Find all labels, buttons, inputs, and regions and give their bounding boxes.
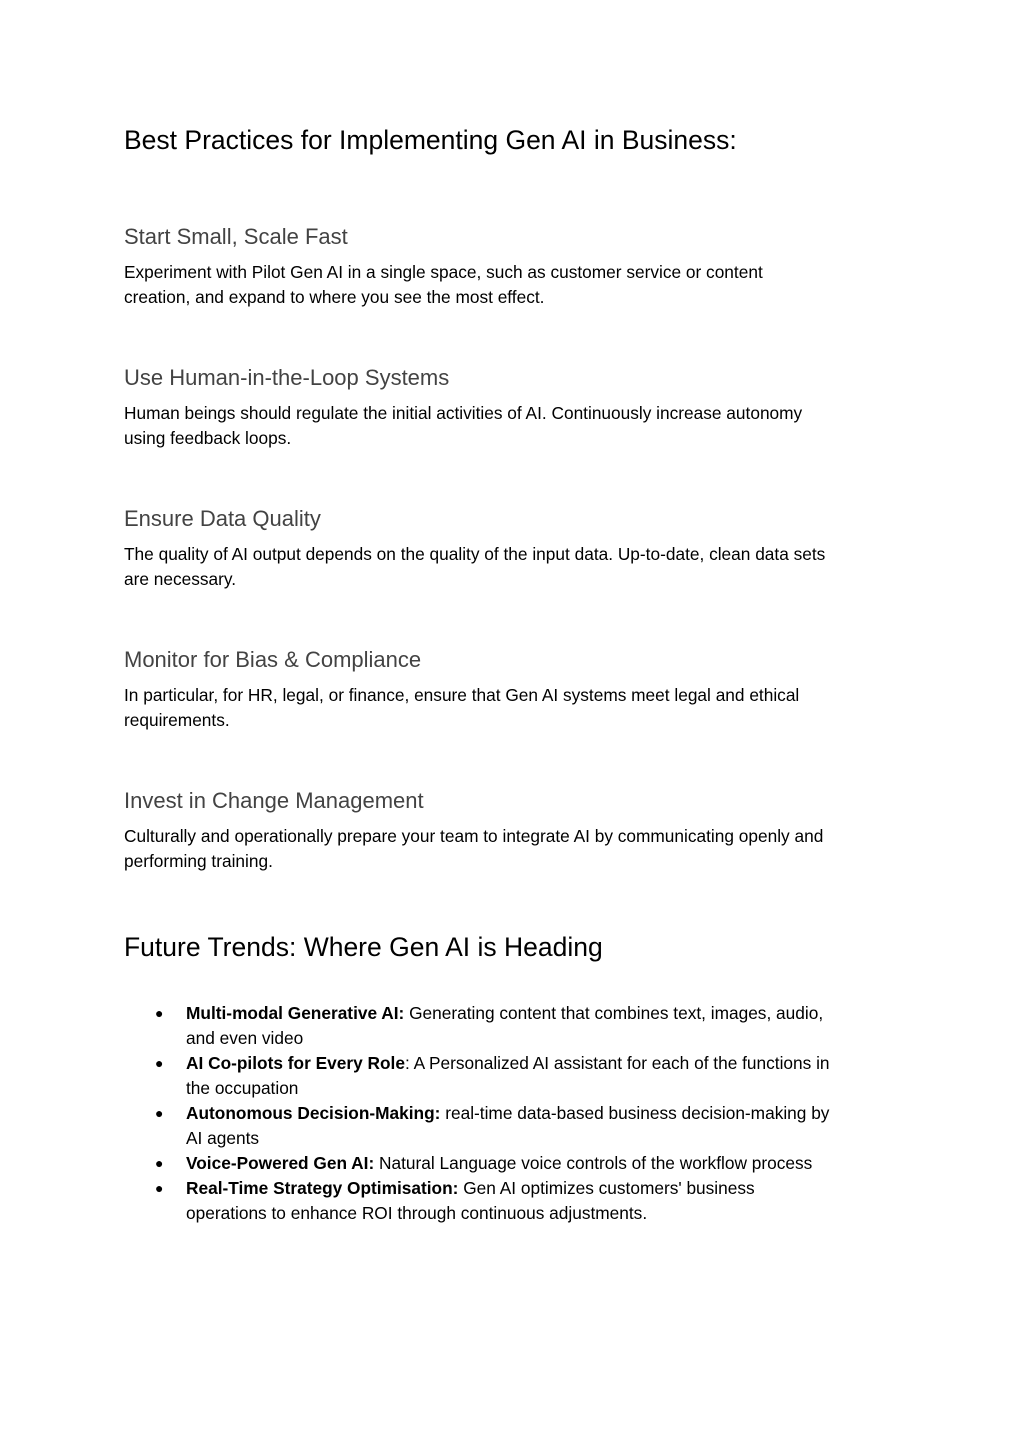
list-item-text: Gen AI optimizes customers' business <box>458 1178 755 1198</box>
practice-body-bias-compliance <box>124 683 900 733</box>
body-line: performing training. <box>124 851 273 871</box>
list-item-text: real-time data-based business decision-making by <box>440 1103 830 1123</box>
practice-body-human-in-the-loop <box>124 401 900 451</box>
list-item-line <box>186 1051 900 1076</box>
practice-body-data-quality <box>124 542 900 592</box>
body-line: requirements. <box>124 710 230 730</box>
practice-body-start-small <box>124 260 900 310</box>
list-item-line <box>186 1101 900 1126</box>
list-item <box>124 1051 900 1101</box>
list-item-line: the occupation <box>186 1078 299 1098</box>
list-item <box>124 1151 900 1176</box>
bullet-icon: ● <box>155 1155 164 1171</box>
list-item <box>124 1101 900 1151</box>
list-item-term: AI Co-pilots for Every Role <box>186 1053 405 1073</box>
body-line: Human beings should regulate the initial activities of AI. Continuously increase autonomy <box>124 403 803 423</box>
practice-heading-human-in-the-loop: Use Human-in-the-Loop Systems <box>124 365 450 390</box>
page-title: Best Practices for Implementing Gen AI in Business: <box>124 125 737 155</box>
body-line: The quality of AI output depends on the quality of the input data. Up-to-date, clean data sets <box>124 544 826 564</box>
practice-heading-data-quality: Ensure Data Quality <box>124 506 321 531</box>
bullet-icon: ● <box>155 1055 164 1071</box>
bullet-icon: ● <box>155 1105 164 1121</box>
list-item-text: Natural Language voice controls of the workflow process <box>374 1153 813 1173</box>
body-line: Culturally and operationally prepare your team to integrate AI by communicating openly and <box>124 826 824 846</box>
list-item-text: : A Personalized AI assistant for each of the functions in <box>404 1053 830 1073</box>
practice-body-change-management <box>124 824 900 874</box>
practice-heading-start-small: Start Small, Scale Fast <box>124 224 348 249</box>
list-item-term: Voice-Powered Gen AI: <box>186 1153 375 1173</box>
list-item-line: AI agents <box>186 1128 260 1148</box>
list-item-line: operations to enhance ROI through continuous adjustments. <box>186 1203 648 1223</box>
list-item-line <box>186 1176 900 1201</box>
bullet-icon: ● <box>155 1180 164 1196</box>
list-item-term: Real-Time Strategy Optimisation: <box>186 1178 459 1198</box>
list-item-text: Generating content that combines text, images, audio, <box>404 1003 824 1023</box>
body-line: are necessary. <box>124 569 237 589</box>
list-item <box>124 1176 900 1226</box>
list-item-line: and even video <box>186 1028 304 1048</box>
body-line: Experiment with Pilot Gen AI in a single space, such as customer service or content <box>124 262 763 282</box>
practice-heading-change-management: Invest in Change Management <box>124 788 424 813</box>
practice-heading-bias-compliance: Monitor for Bias & Compliance <box>124 647 422 672</box>
list-item-term: Multi-modal Generative AI: <box>186 1003 405 1023</box>
list-item-term: Autonomous Decision-Making: <box>186 1103 441 1123</box>
body-line: creation, and expand to where you see the most effect. <box>124 287 545 307</box>
list-item <box>124 1001 900 1051</box>
body-line: using feedback loops. <box>124 428 292 448</box>
list-item-line <box>186 1001 900 1026</box>
bullet-icon: ● <box>155 1005 164 1021</box>
trends-list <box>124 1001 900 1226</box>
body-line: In particular, for HR, legal, or finance, ensure that Gen AI systems meet legal and ethical <box>124 685 800 705</box>
list-item-line <box>186 1151 900 1176</box>
section-heading-future-trends: Future Trends: Where Gen AI is Heading <box>124 932 603 962</box>
